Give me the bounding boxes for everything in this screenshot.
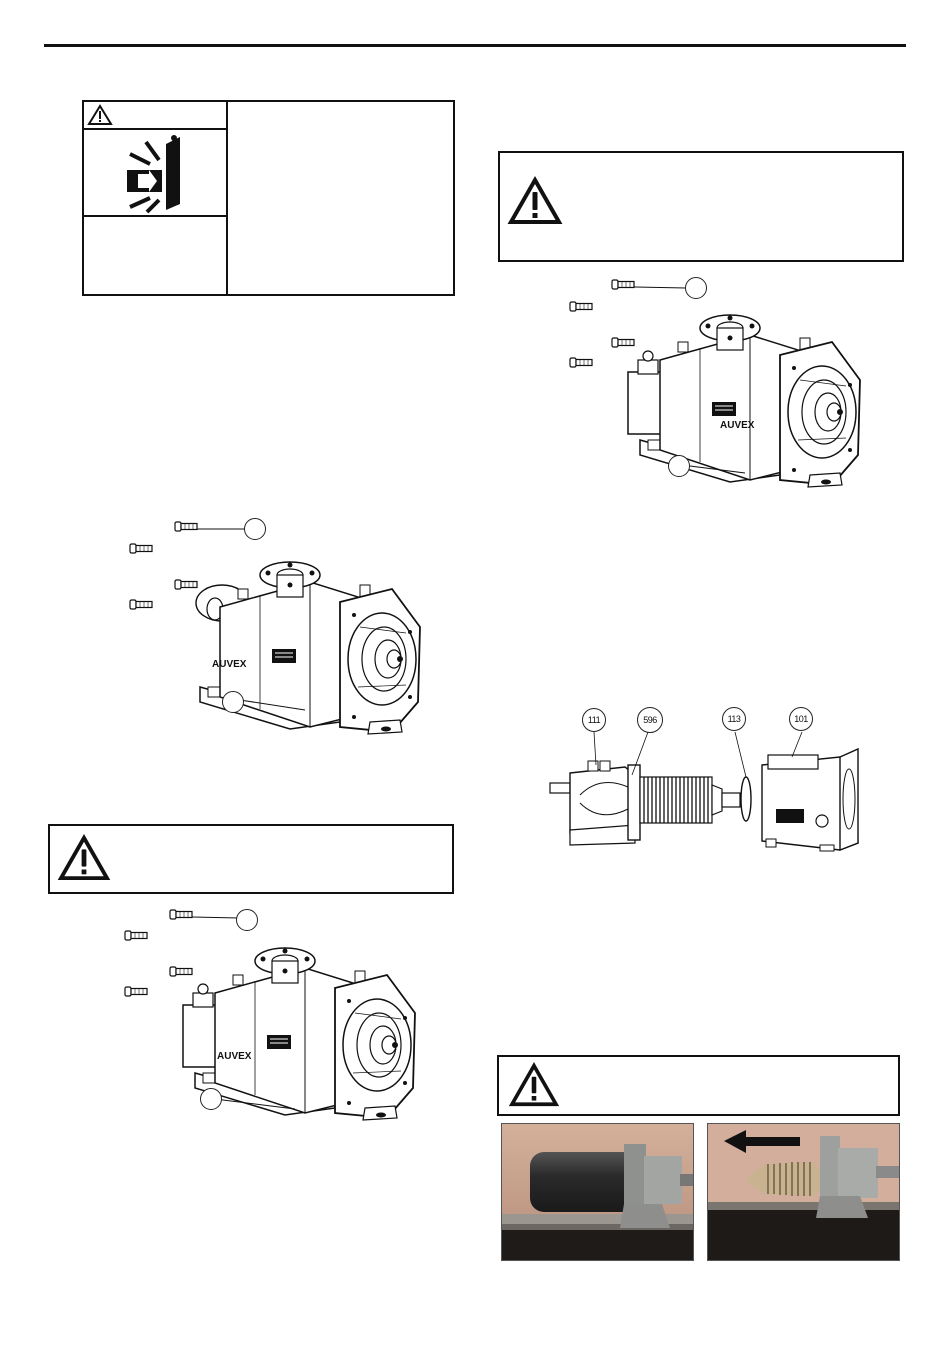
photo-stator-removal xyxy=(707,1123,900,1261)
part-callout-596: 596 xyxy=(637,707,663,733)
label-divider-vertical xyxy=(226,102,228,294)
o-ring-113 xyxy=(741,777,751,821)
warning-box-1 xyxy=(498,151,904,262)
part-callout-101: 101 xyxy=(789,707,813,731)
warning-triangle-icon xyxy=(88,105,112,125)
pump-drawing-3 xyxy=(115,905,415,1125)
crush-hazard-icon xyxy=(122,134,194,212)
pump-drawing-1 xyxy=(560,270,860,490)
part-callout-113: 113 xyxy=(722,707,746,731)
warning-box-3 xyxy=(497,1055,900,1116)
top-rule xyxy=(44,44,906,47)
brand-logo: AUVEX xyxy=(212,659,247,670)
callout-circle xyxy=(668,455,690,477)
part-callout-111: 111 xyxy=(582,708,606,732)
brand-logo: AUVEX xyxy=(217,1051,252,1062)
callout-circle xyxy=(236,909,258,931)
photo-stator-on-housing xyxy=(501,1123,694,1261)
callout-circle xyxy=(244,518,266,540)
warning-box-2 xyxy=(48,824,454,894)
callout-circle xyxy=(685,277,707,299)
callout-circle xyxy=(200,1088,222,1110)
exploded-view-drawing xyxy=(540,735,880,865)
callout-circle xyxy=(222,691,244,713)
warning-triangle-icon xyxy=(508,177,562,225)
pump-drawing-2 xyxy=(120,512,420,732)
crush-hazard-label xyxy=(82,100,455,296)
label-divider-top xyxy=(84,128,226,130)
brand-logo: AUVEX xyxy=(720,420,755,431)
warning-triangle-icon xyxy=(58,835,110,881)
warning-triangle-icon xyxy=(509,1063,559,1107)
label-divider-bottom xyxy=(84,215,226,217)
